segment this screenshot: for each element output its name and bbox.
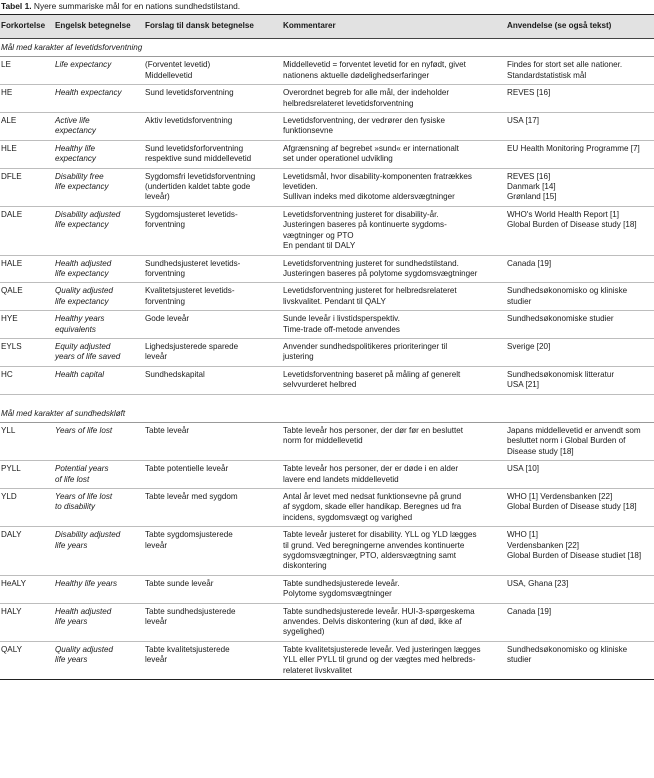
cell-comment-line: En pendant til DALY — [283, 241, 356, 251]
cell-usage — [506, 366, 654, 394]
summary-measures-table — [0, 14, 654, 680]
header-comments: Kommentarer — [282, 15, 506, 39]
cell-danish-term-line: respektive sund middellevetid — [145, 154, 252, 164]
cell-danish-term-line: forventning — [145, 268, 186, 278]
cell-comment-line: Levetidsforventning justeret for sundhedstilstand. — [283, 258, 459, 268]
cell-usage-line: REVES [16] — [507, 88, 551, 98]
cell-danish-term-line: Sund levetidsforforventning — [145, 143, 244, 153]
cell-usage-line: Sundhedsøkonomisko og kliniske — [507, 644, 628, 654]
table-caption — [0, 0, 654, 14]
cell-comment — [282, 206, 506, 255]
cell-comment-line: helbredsrelateret levetidsforventning — [283, 98, 414, 108]
cell-english-term-line: equivalents — [55, 324, 96, 334]
cell-comment-line: norm for middellevetid — [283, 436, 363, 446]
cell-english-term-line: Healthy life years — [55, 578, 118, 588]
cell-danish-term-line: Sund levetidsforventning — [145, 88, 234, 98]
header-danish-term: Forslag til dansk betegnelse — [144, 15, 282, 39]
cell-english-term — [54, 422, 144, 460]
cell-comment-line: incidens, sygdomsvægt og varighed — [283, 512, 413, 522]
cell-comment-line: Tabte leveår justeret for disability. YLL og YLD lægges — [283, 530, 477, 540]
cell-usage — [506, 641, 654, 679]
cell-usage-line: Findes for stort set alle nationer. — [507, 60, 623, 70]
cell-danish-term-line: leveår — [145, 540, 168, 550]
cell-comment — [282, 641, 506, 679]
cell-comment — [282, 140, 506, 168]
cell-abbreviation: QALE — [0, 283, 54, 311]
cell-danish-term-line: forventning — [145, 296, 186, 306]
cell-danish-term-line: forventning — [145, 220, 186, 230]
cell-english-term-line: life years — [55, 617, 88, 627]
cell-usage-line: besluttet norm i Global Burden of — [507, 436, 626, 446]
cell-comment-line: livskvalitet. Pendant til QALY — [283, 296, 386, 306]
cell-comment-line: Anvender sundhedspolitikeres prioriteringer til — [283, 341, 448, 351]
cell-english-term — [54, 603, 144, 641]
cell-comment-line: Levetidsforventning baseret på måling af generelt — [283, 369, 461, 379]
cell-abbreviation: HLE — [0, 140, 54, 168]
cell-comment-line: levetiden. — [283, 182, 318, 192]
cell-english-term — [54, 527, 144, 576]
cell-comment-line: Tabte kvalitetsjusterede leveår. Ved justeringen lægges — [283, 644, 481, 654]
cell-comment-line: Levetidsforventning justeret for disability-år. — [283, 209, 439, 219]
cell-english-term-line: Years of life lost — [55, 492, 113, 501]
table-row — [0, 255, 654, 283]
cell-danish-term — [144, 168, 282, 206]
cell-comment-line: Time-trade off-metode anvendes — [283, 324, 400, 334]
cell-comment-line: Overordnet begreb for alle mål, der indeholder — [283, 88, 450, 98]
cell-comment-line: Middellevetid = forventet levetid for en nyfødt, givet — [283, 60, 466, 70]
cell-danish-term-line: leveår) — [145, 192, 170, 202]
cell-english-term-line: life years — [55, 655, 88, 665]
cell-usage — [506, 283, 654, 311]
section-title: Mål med karakter af sundhedskløft — [0, 394, 654, 422]
cell-usage-line: WHO [1] Verdensbanken [22] — [507, 492, 613, 501]
cell-usage-line: Sverige [20] — [507, 341, 551, 351]
table-row — [0, 206, 654, 255]
cell-abbreviation: HE — [0, 85, 54, 113]
cell-english-term — [54, 255, 144, 283]
cell-danish-term-line: Sundhedskapital — [145, 369, 205, 379]
cell-usage — [506, 422, 654, 460]
table-row — [0, 641, 654, 679]
cell-comment-line: Polytome sygdomsvægtninger — [283, 589, 392, 599]
cell-danish-term-line: Tabte sygdomsjusterede — [145, 530, 233, 540]
cell-usage-line: Standardstatistisk mål — [507, 70, 587, 80]
cell-usage-line: USA [10] — [507, 464, 539, 474]
cell-english-term-line: life expectancy — [55, 182, 109, 192]
cell-usage — [506, 461, 654, 489]
cell-usage-line: Sundhedsøkonomisko og kliniske — [507, 286, 628, 296]
cell-danish-term-line: Sygdomsfri levetidsforventning — [145, 171, 256, 181]
table-row — [0, 461, 654, 489]
cell-danish-term-line: Aktiv levetidsforventning — [145, 116, 233, 126]
cell-comment — [282, 85, 506, 113]
cell-usage-line: USA [21] — [507, 380, 539, 390]
caption-text: Nyere summariske mål for en nations sundhedstilstand. — [33, 1, 241, 11]
cell-danish-term — [144, 527, 282, 576]
cell-danish-term-line: Tabte kvalitetsjusterede — [145, 644, 230, 654]
cell-comment-line: Afgrænsning af begrebet »sund« er internationalt — [283, 143, 459, 153]
cell-usage-line: Sundhedsøkonomisk litteratur — [507, 369, 615, 379]
table-row — [0, 85, 654, 113]
cell-danish-term-line: Middellevetid — [145, 70, 193, 80]
cell-danish-term-line: Tabte sunde leveår — [145, 578, 214, 588]
cell-usage-line: WHO [1] — [507, 530, 539, 540]
header-english-term: Engelsk betegnelse — [54, 15, 144, 39]
table-row — [0, 140, 654, 168]
cell-usage — [506, 57, 654, 85]
cell-danish-term — [144, 113, 282, 141]
cell-english-term — [54, 283, 144, 311]
cell-english-term-line: Health adjusted — [55, 606, 112, 616]
cell-usage-line: USA, Ghana [23] — [507, 578, 569, 588]
cell-danish-term — [144, 603, 282, 641]
cell-english-term-line: expectancy — [55, 154, 96, 164]
cell-usage-line: Disease study [18] — [507, 446, 574, 456]
cell-abbreviation: DALE — [0, 206, 54, 255]
cell-comment — [282, 603, 506, 641]
cell-usage — [506, 311, 654, 339]
cell-comment-line: lavere end landets middellevetid — [283, 474, 399, 484]
section-header-row — [0, 394, 654, 422]
cell-comment — [282, 366, 506, 394]
cell-english-term-line: life expectancy — [55, 220, 109, 230]
header-abbreviation: Forkortelse — [0, 15, 54, 39]
cell-danish-term — [144, 366, 282, 394]
cell-english-term-line: Health expectancy — [55, 88, 122, 98]
cell-comment-line: Justeringen baseres på kontinuerte sygdoms- — [283, 220, 447, 230]
cell-abbreviation: PYLL — [0, 461, 54, 489]
cell-english-term-line: Life expectancy — [55, 60, 112, 70]
cell-abbreviation: LE — [0, 57, 54, 85]
cell-danish-term — [144, 338, 282, 366]
cell-abbreviation: HC — [0, 366, 54, 394]
cell-abbreviation: QALY — [0, 641, 54, 679]
cell-danish-term-line: Tabte potentielle leveår — [145, 464, 229, 474]
cell-usage — [506, 140, 654, 168]
cell-usage — [506, 489, 654, 527]
cell-usage-line: EU Health Monitoring Programme [7] — [507, 143, 640, 153]
cell-danish-term — [144, 140, 282, 168]
table-row — [0, 57, 654, 85]
cell-danish-term — [144, 575, 282, 603]
cell-comment-line: Sunde leveår i livstidsperspektiv. — [283, 314, 400, 324]
cell-usage-line: WHO's World Health Report [1] — [507, 209, 620, 219]
cell-usage — [506, 113, 654, 141]
cell-comment-line: relateret livskvalitet — [283, 665, 352, 675]
cell-english-term — [54, 168, 144, 206]
caption-label: Tabel 1. — [1, 1, 32, 11]
cell-danish-term-line: (Forventet levetid) — [145, 60, 211, 70]
cell-abbreviation: DFLE — [0, 168, 54, 206]
cell-danish-term — [144, 255, 282, 283]
cell-english-term — [54, 140, 144, 168]
cell-comment — [282, 575, 506, 603]
cell-comment — [282, 527, 506, 576]
section-header-row — [0, 39, 654, 57]
cell-usage-line: Global Burden of Disease study [18] — [507, 502, 637, 512]
cell-danish-term — [144, 283, 282, 311]
cell-english-term-line: Disability adjusted — [55, 530, 121, 540]
cell-comment-line: sygelighed) — [283, 627, 325, 637]
cell-comment — [282, 422, 506, 460]
cell-comment-line: Tabte sundhedsjusterede leveår. — [283, 578, 400, 588]
cell-usage — [506, 255, 654, 283]
cell-danish-term-line: Tabte leveår med sygdom — [145, 492, 238, 501]
cell-abbreviation: ALE — [0, 113, 54, 141]
cell-comment-line: Levetidsforventning justeret for helbredsrelateret — [283, 286, 457, 296]
cell-usage-line: USA [17] — [507, 116, 539, 126]
cell-english-term — [54, 206, 144, 255]
cell-english-term — [54, 461, 144, 489]
cell-comment — [282, 283, 506, 311]
cell-usage — [506, 338, 654, 366]
cell-danish-term — [144, 461, 282, 489]
cell-danish-term — [144, 422, 282, 460]
cell-english-term — [54, 366, 144, 394]
table-row — [0, 283, 654, 311]
header-usage: Anvendelse (se også tekst) — [506, 15, 654, 39]
table-row — [0, 527, 654, 576]
cell-danish-term — [144, 641, 282, 679]
cell-comment-line: diskontering — [283, 561, 327, 571]
cell-english-term-line: Disability free — [55, 171, 104, 181]
cell-comment — [282, 461, 506, 489]
cell-comment — [282, 57, 506, 85]
cell-danish-term — [144, 489, 282, 527]
cell-usage — [506, 206, 654, 255]
cell-english-term-line: Equity adjusted — [55, 341, 111, 351]
cell-comment — [282, 338, 506, 366]
table-row — [0, 311, 654, 339]
cell-comment-line: justering — [283, 352, 314, 362]
cell-english-term-line: life expectancy — [55, 268, 109, 278]
table-row — [0, 422, 654, 460]
cell-danish-term-line: (undertiden kaldet tabte gode — [145, 182, 251, 192]
cell-comment-line: Tabte leveår hos personer, der dør før en besluttet — [283, 425, 463, 435]
cell-english-term — [54, 57, 144, 85]
cell-usage-line: Sundhedsøkonomiske studier — [507, 314, 614, 324]
cell-danish-term-line: Lighedsjusterede sparede — [145, 341, 239, 351]
cell-danish-term-line: Gode leveår — [145, 314, 190, 324]
cell-english-term-line: Healthy life — [55, 143, 96, 153]
cell-comment-line: YLL eller PYLL til grund og der vægtes med helbreds- — [283, 655, 476, 665]
cell-comment-line: Levetidsmål, hvor disability-komponenten fratrækkes — [283, 171, 472, 181]
cell-usage — [506, 575, 654, 603]
cell-abbreviation: YLL — [0, 422, 54, 460]
cell-abbreviation: HALE — [0, 255, 54, 283]
cell-english-term-line: life years — [55, 540, 88, 550]
cell-comment-line: Tabte leveår hos personer, der er døde i en alder — [283, 464, 459, 474]
cell-usage-line: REVES [16] — [507, 171, 551, 181]
cell-danish-term-line: Kvalitetsjusteret levetids- — [145, 286, 235, 296]
cell-danish-term-line: Tabte sundhedsjusterede — [145, 606, 236, 616]
cell-comment — [282, 311, 506, 339]
table-row — [0, 575, 654, 603]
cell-english-term-line: Disability adjusted — [55, 209, 121, 219]
table-row — [0, 489, 654, 527]
cell-abbreviation: YLD — [0, 489, 54, 527]
cell-abbreviation: EYLS — [0, 338, 54, 366]
cell-comment-line: funktionsevne — [283, 126, 333, 136]
cell-danish-term-line: leveår — [145, 352, 168, 362]
cell-english-term — [54, 338, 144, 366]
cell-abbreviation: HYE — [0, 311, 54, 339]
cell-comment-line: anvendes. Delvis diskontering (kun af død, ikke af — [283, 617, 462, 627]
cell-danish-term-line: leveår — [145, 655, 168, 665]
cell-usage-line: studier — [507, 296, 532, 306]
cell-comment-line: Levetidsforventning, der vedrører den fysiske — [283, 116, 445, 126]
cell-danish-term — [144, 85, 282, 113]
cell-usage-line: Canada [19] — [507, 258, 552, 268]
cell-english-term-line: Quality adjusted — [55, 286, 114, 296]
cell-comment — [282, 168, 506, 206]
cell-english-term-line: Quality adjusted — [55, 644, 114, 654]
cell-comment — [282, 113, 506, 141]
cell-comment-line: af sygdom, skade eller handikap. Beregnes ud fra — [283, 502, 462, 512]
cell-usage-line: studier — [507, 655, 532, 665]
cell-comment-line: nationens aktuelle dødelighedserfaringer — [283, 70, 430, 80]
cell-english-term — [54, 489, 144, 527]
cell-english-term-line: of life lost — [55, 474, 90, 484]
cell-usage-line: Canada [19] — [507, 606, 552, 616]
cell-danish-term — [144, 206, 282, 255]
cell-english-term-line: Years of life lost — [55, 425, 113, 435]
cell-usage-line: Global Burden of Disease study [18] — [507, 220, 637, 230]
cell-usage — [506, 85, 654, 113]
cell-english-term-line: Health adjusted — [55, 258, 112, 268]
table-row — [0, 168, 654, 206]
cell-english-term-line: Healthy years — [55, 314, 105, 324]
cell-english-term-line: Health capital — [55, 369, 105, 379]
cell-comment-line: selvvurderet helbred — [283, 380, 357, 390]
table-header-row — [0, 15, 654, 39]
cell-danish-term-line: leveår — [145, 617, 168, 627]
cell-comment-line: set under operationel udvikling — [283, 154, 393, 164]
cell-english-term-line: years of life saved — [55, 352, 121, 362]
cell-abbreviation: DALY — [0, 527, 54, 576]
cell-abbreviation: HALY — [0, 603, 54, 641]
table-row — [0, 366, 654, 394]
table-body — [0, 39, 654, 680]
cell-comment-line: Tabte sundhedsjusterede leveår. HUI-3-spørgeskema — [283, 606, 475, 616]
cell-comment — [282, 255, 506, 283]
cell-danish-term — [144, 311, 282, 339]
cell-usage-line: Global Burden of Disease studiet [18] — [507, 551, 642, 561]
section-title: Mål med karakter af levetidsforventning — [0, 39, 654, 57]
cell-english-term — [54, 113, 144, 141]
cell-english-term-line: Potential years — [55, 464, 109, 474]
table-row — [0, 113, 654, 141]
table-row — [0, 338, 654, 366]
cell-danish-term — [144, 57, 282, 85]
cell-comment-line: sygdomsvægtninger, PTO, aldersvægtning samt — [283, 551, 457, 561]
table-row — [0, 603, 654, 641]
cell-usage-line: Grønland [15] — [507, 192, 557, 202]
cell-usage — [506, 603, 654, 641]
cell-danish-term-line: Sygdomsjusteret levetids- — [145, 209, 238, 219]
cell-comment-line: til grund. Ved beregningerne anvendes kontinuerte — [283, 540, 465, 550]
cell-usage-line: Verdensbanken [22] — [507, 540, 580, 550]
cell-usage — [506, 168, 654, 206]
cell-abbreviation: HeALY — [0, 575, 54, 603]
cell-english-term — [54, 85, 144, 113]
cell-comment-line: Sullivan indeks med dikotome aldersvægtninger — [283, 192, 455, 202]
cell-usage-line: Japans middellevetid er anvendt som — [507, 425, 641, 435]
cell-usage-line: Danmark [14] — [507, 182, 556, 192]
cell-comment-line: Antal år levet med nedsat funktionsevne på grund — [283, 492, 462, 501]
cell-english-term-line: Active life — [55, 116, 90, 126]
cell-comment-line: vægtninger og PTO — [283, 230, 354, 240]
cell-comment-line: Justeringen baseres på polytome sygdomsvægtninger — [283, 268, 478, 278]
cell-usage — [506, 527, 654, 576]
cell-english-term-line: expectancy — [55, 126, 96, 136]
cell-english-term — [54, 641, 144, 679]
cell-english-term-line: to disability — [55, 502, 96, 512]
cell-english-term — [54, 575, 144, 603]
cell-english-term — [54, 311, 144, 339]
cell-danish-term-line: Tabte leveår — [145, 425, 190, 435]
cell-english-term-line: life expectancy — [55, 296, 109, 306]
cell-comment — [282, 489, 506, 527]
cell-danish-term-line: Sundhedsjusteret levetids- — [145, 258, 241, 268]
